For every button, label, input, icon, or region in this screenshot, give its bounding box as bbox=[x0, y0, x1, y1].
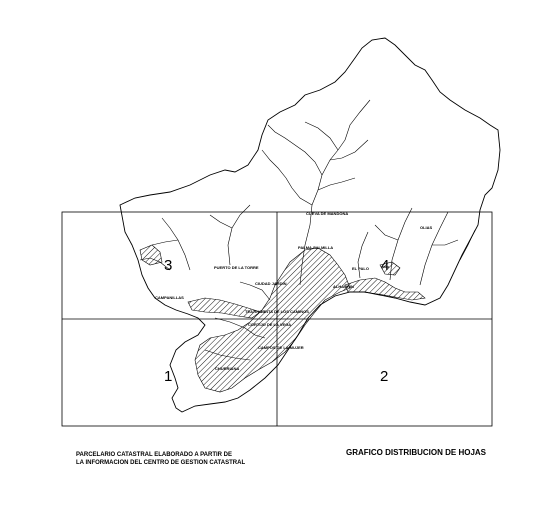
place-label: EL PALO bbox=[352, 266, 369, 271]
place-label: OLIAS bbox=[420, 225, 433, 230]
place-label: CAMPANILLAS bbox=[155, 295, 184, 300]
source-note bbox=[76, 451, 245, 467]
place-label: CORTIJO DE LA VEGA bbox=[248, 322, 292, 327]
place-label: CAMPOS DE LA MUJER bbox=[258, 345, 304, 350]
place-label: CHURRIANA bbox=[215, 366, 240, 371]
place-label: JUNTA DE LOS CAMINOS bbox=[260, 309, 309, 314]
place-label: CUEVA DE MANDONA bbox=[306, 211, 349, 216]
place-label: TEATINOS bbox=[245, 309, 265, 314]
source-note-line-1: PARCELARIO CATASTRAL ELABORADO A PARTIR DE bbox=[76, 452, 232, 458]
place-label: PUERTO DE LA TORRE bbox=[214, 265, 259, 270]
sheet-2-label: 2 bbox=[380, 368, 389, 385]
sheet-3-label: 3 bbox=[164, 257, 173, 274]
place-label: ALHAURIN bbox=[333, 284, 354, 289]
place-label: CIUDAD JARDIN bbox=[255, 281, 287, 286]
sheet-1-label: 1 bbox=[164, 368, 173, 385]
source-note-line-2: LA INFORMACION DEL CENTRO DE GESTION CATASTRAL bbox=[76, 460, 246, 466]
sheet-4-label: 4 bbox=[381, 257, 390, 274]
map-title: GRAFICO DISTRIBUCION DE HOJAS bbox=[346, 448, 487, 457]
place-label: PALMA-PALMILLA bbox=[298, 245, 334, 250]
